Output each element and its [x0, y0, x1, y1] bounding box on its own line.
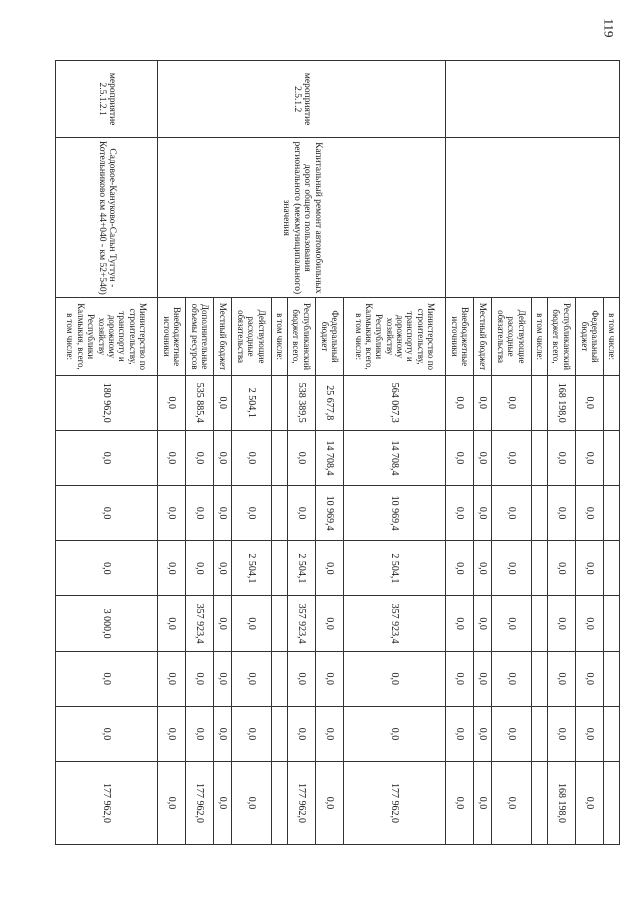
value-cell: 0,0 [491, 596, 531, 651]
value-cell [531, 762, 547, 845]
budget-table-body [56, 61, 620, 845]
rotated-table-container [55, 60, 620, 845]
value-cell [272, 651, 288, 706]
funding-source-cell: Министерство по строительству, транспорту и дорожному хозяйству Республики Калмыкия, всего, в том числе: [56, 298, 158, 375]
value-cell: 0,0 [316, 762, 344, 845]
value-cell [272, 486, 288, 541]
value-cell: 0,0 [474, 596, 491, 651]
funding-source-cell: в том числе: [531, 298, 547, 375]
value-cell: 0,0 [186, 651, 214, 706]
value-cell [531, 651, 547, 706]
funding-source-cell: Действующие расходные обязательства [231, 298, 271, 375]
value-cell: 0,0 [56, 541, 158, 596]
budget-table [55, 60, 620, 845]
value-cell: 2 504,1 [231, 541, 271, 596]
value-cell: 0,0 [214, 541, 231, 596]
value-cell: 0,0 [446, 651, 474, 706]
value-cell: 0,0 [214, 762, 231, 845]
value-cell: 0,0 [547, 541, 575, 596]
value-cell: 0,0 [446, 486, 474, 541]
value-cell [604, 706, 620, 761]
measure-id-cell: мероприятие 2.5.1.2.1 [56, 61, 158, 138]
value-cell: 357 923,4 [344, 596, 446, 651]
value-cell: 0,0 [547, 596, 575, 651]
value-cell: 177 962,0 [287, 762, 315, 845]
value-cell: 0,0 [231, 706, 271, 761]
value-cell: 0,0 [316, 651, 344, 706]
value-cell: 0,0 [56, 430, 158, 485]
value-cell: 0,0 [231, 486, 271, 541]
funding-source-cell: в том числе: [272, 298, 288, 375]
value-cell: 0,0 [474, 486, 491, 541]
funding-source-cell: в том числе: [604, 298, 620, 375]
value-cell: 0,0 [547, 706, 575, 761]
value-cell: 0,0 [214, 596, 231, 651]
value-cell: 177 962,0 [186, 762, 214, 845]
value-cell: 0,0 [575, 541, 603, 596]
value-cell: 0,0 [214, 706, 231, 761]
value-cell [604, 375, 620, 430]
value-cell: 0,0 [491, 430, 531, 485]
value-cell: 2 504,1 [231, 375, 271, 430]
value-cell: 0,0 [446, 375, 474, 430]
page-number: 119 [601, 18, 617, 38]
value-cell: 0,0 [575, 486, 603, 541]
value-cell: 0,0 [491, 651, 531, 706]
value-cell: 0,0 [474, 706, 491, 761]
value-cell [272, 541, 288, 596]
value-cell [272, 706, 288, 761]
value-cell: 0,0 [158, 486, 186, 541]
value-cell: 3 000,0 [56, 596, 158, 651]
value-cell: 0,0 [491, 541, 531, 596]
value-cell: 0,0 [214, 430, 231, 485]
table-row [604, 61, 620, 845]
value-cell: 0,0 [56, 651, 158, 706]
value-cell: 0,0 [158, 762, 186, 845]
value-cell: 0,0 [491, 762, 531, 845]
value-cell [604, 762, 620, 845]
value-cell [272, 430, 288, 485]
value-cell [604, 430, 620, 485]
value-cell: 535 885,4 [186, 375, 214, 430]
value-cell: 0,0 [186, 486, 214, 541]
value-cell: 538 389,5 [287, 375, 315, 430]
value-cell: 0,0 [316, 706, 344, 761]
value-cell: 0,0 [287, 486, 315, 541]
measure-id-cell: мероприятие 2.5.1.2 [158, 61, 446, 138]
value-cell: 0,0 [186, 541, 214, 596]
value-cell: 0,0 [56, 706, 158, 761]
value-cell: 0,0 [575, 706, 603, 761]
value-cell: 0,0 [158, 430, 186, 485]
value-cell [272, 375, 288, 430]
value-cell [531, 706, 547, 761]
value-cell: 0,0 [56, 486, 158, 541]
value-cell: 0,0 [158, 541, 186, 596]
table-row [56, 61, 158, 845]
funding-source-cell: Действующие расходные обязательства [491, 298, 531, 375]
value-cell: 0,0 [575, 430, 603, 485]
value-cell: 0,0 [446, 762, 474, 845]
funding-source-cell: Местный бюджет [214, 298, 231, 375]
measure-name-cell [446, 138, 620, 298]
value-cell: 0,0 [446, 706, 474, 761]
value-cell [604, 651, 620, 706]
funding-source-cell: Республиканский бюджет всего, [287, 298, 315, 375]
value-cell: 177 962,0 [56, 762, 158, 845]
value-cell: 0,0 [491, 486, 531, 541]
value-cell: 0,0 [446, 541, 474, 596]
value-cell: 14 708,4 [316, 430, 344, 485]
value-cell [604, 596, 620, 651]
value-cell: 0,0 [474, 541, 491, 596]
value-cell: 0,0 [231, 430, 271, 485]
value-cell: 0,0 [214, 486, 231, 541]
value-cell: 357 923,4 [287, 596, 315, 651]
value-cell: 0,0 [316, 541, 344, 596]
value-cell: 10 969,4 [344, 486, 446, 541]
value-cell: 0,0 [575, 651, 603, 706]
value-cell: 0,0 [316, 596, 344, 651]
value-cell [531, 596, 547, 651]
funding-source-cell: Республиканский бюджет всего, [547, 298, 575, 375]
value-cell: 0,0 [214, 375, 231, 430]
value-cell: 0,0 [575, 375, 603, 430]
value-cell [604, 486, 620, 541]
funding-source-cell: Министерство по строительству, транспорту и дорожному хозяйству Республики Калмыкия, всего, в том числе: [344, 298, 446, 375]
funding-source-cell: Дополнительные объемы ресурсов [186, 298, 214, 375]
value-cell: 564 067,3 [344, 375, 446, 430]
measure-name-cell: Садовое-Кануково-Сальн Тугтун - Котельниково км 44+040 - км 52+540) [56, 138, 158, 298]
value-cell: 0,0 [287, 651, 315, 706]
value-cell [531, 541, 547, 596]
value-cell: 0,0 [231, 762, 271, 845]
funding-source-cell: Внебюджетные источники [446, 298, 474, 375]
value-cell [531, 375, 547, 430]
value-cell: 168 198,0 [547, 762, 575, 845]
value-cell: 177 962,0 [344, 762, 446, 845]
measure-name-cell: Капитальный ремонт автомобильных дорог общего пользования регионального (межмуниципального) значения [158, 138, 446, 298]
value-cell: 0,0 [547, 430, 575, 485]
value-cell: 0,0 [186, 430, 214, 485]
value-cell: 0,0 [344, 651, 446, 706]
value-cell: 357 923,4 [186, 596, 214, 651]
value-cell: 0,0 [491, 375, 531, 430]
value-cell: 0,0 [231, 596, 271, 651]
value-cell: 0,0 [491, 706, 531, 761]
value-cell: 0,0 [575, 762, 603, 845]
value-cell: 0,0 [575, 596, 603, 651]
value-cell: 0,0 [158, 375, 186, 430]
value-cell: 0,0 [231, 651, 271, 706]
table-row [344, 61, 446, 845]
value-cell [272, 762, 288, 845]
value-cell: 0,0 [474, 375, 491, 430]
value-cell [531, 430, 547, 485]
value-cell [531, 486, 547, 541]
value-cell [272, 596, 288, 651]
value-cell: 0,0 [158, 596, 186, 651]
funding-source-cell: Внебюджетные источники [158, 298, 186, 375]
value-cell: 2 504,1 [344, 541, 446, 596]
value-cell: 0,0 [287, 706, 315, 761]
value-cell: 0,0 [446, 596, 474, 651]
value-cell: 2 504,1 [287, 541, 315, 596]
value-cell: 0,0 [186, 706, 214, 761]
value-cell: 0,0 [446, 430, 474, 485]
measure-id-cell [446, 61, 620, 138]
value-cell: 0,0 [547, 486, 575, 541]
value-cell: 0,0 [474, 430, 491, 485]
value-cell: 0,0 [158, 651, 186, 706]
value-cell: 0,0 [158, 706, 186, 761]
value-cell: 0,0 [547, 651, 575, 706]
value-cell: 10 969,4 [316, 486, 344, 541]
value-cell: 0,0 [474, 651, 491, 706]
value-cell: 25 677,8 [316, 375, 344, 430]
value-cell: 180 962,0 [56, 375, 158, 430]
funding-source-cell: Федеральный бюджет [316, 298, 344, 375]
value-cell: 14 708,4 [344, 430, 446, 485]
value-cell: 0,0 [344, 706, 446, 761]
value-cell: 0,0 [474, 762, 491, 845]
funding-source-cell: Федеральный бюджет [575, 298, 603, 375]
value-cell: 168 198,0 [547, 375, 575, 430]
funding-source-cell: Местный бюджет [474, 298, 491, 375]
value-cell: 0,0 [287, 430, 315, 485]
value-cell [604, 541, 620, 596]
value-cell: 0,0 [214, 651, 231, 706]
